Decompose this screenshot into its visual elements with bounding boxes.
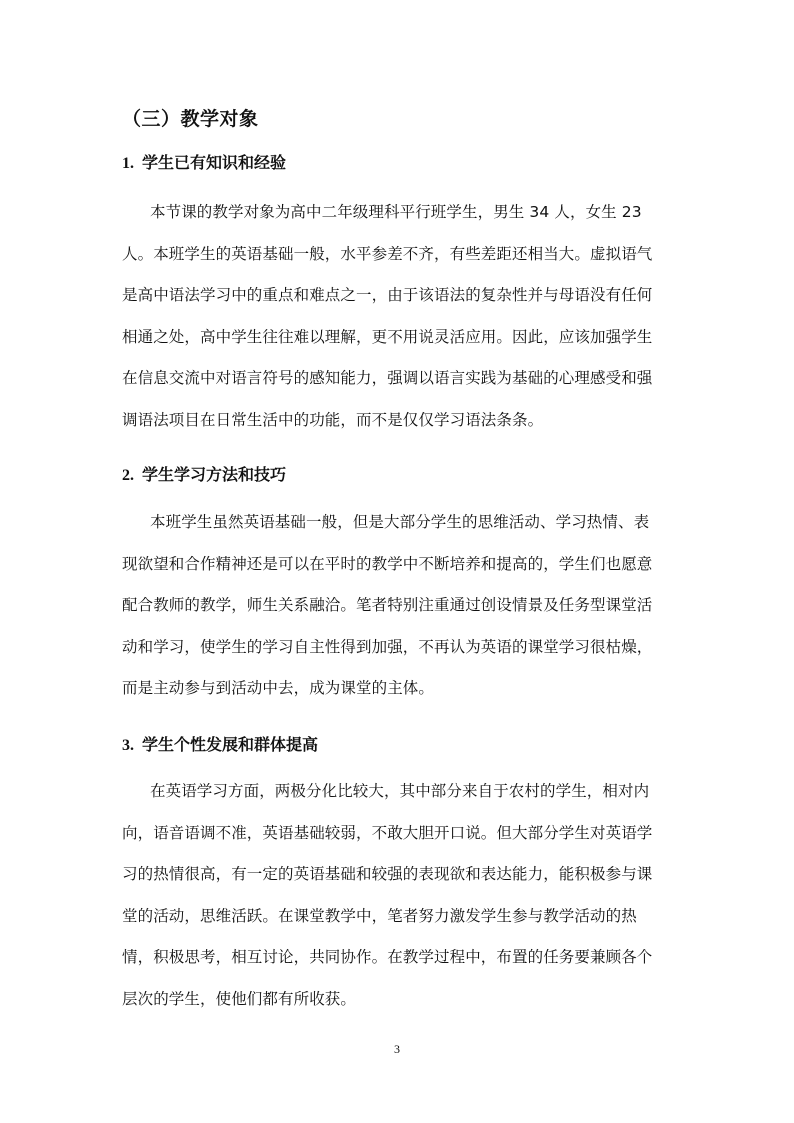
subsection-heading-3 [122, 732, 318, 755]
paragraph-line: 是高中语法学习中的重点和难点之一，由于该语法的复杂性并与母语没有任何 [122, 286, 653, 304]
paragraph-line: 堂的活动，思维活跃。在课堂教学中，笔者努力激发学生参与教学活动的热 [122, 906, 637, 925]
paragraph-2 [122, 502, 672, 710]
page-number: 3 [394, 1042, 400, 1056]
paragraph-line: 层次的学生，使他们都有所收获。 [122, 989, 357, 1008]
subsection-number: 1. [122, 155, 134, 172]
paragraph-line: 情，积极思考，相互讨论，共同协作。在教学过程中，布置的任务要兼顾各个 [122, 948, 653, 966]
paragraph-line: 而是主动参与到活动中去，成为课堂的主体。 [122, 679, 435, 697]
paragraph-line: 人。本班学生的英语基础一般，水平参差不齐，有些差距还相当大。虚拟语气 [122, 244, 653, 263]
subsection-heading-2 [122, 462, 286, 485]
paragraph-line: 本班学生虽然英语基础一般，但是大部分学生的思维活动、学习热情、表 [150, 513, 650, 531]
paragraph-line: 动和学习，使学生的学习自主性得到加强，不再认为英语的课堂学习很枯燥， [122, 637, 653, 656]
paragraph-line: 习的热情很高，有一定的英语基础和较强的表现欲和表达能力，能积极参与课 [122, 865, 653, 883]
subsection-title: 学生个性发展和群体提高 [142, 735, 319, 754]
paragraph-1 [122, 192, 672, 441]
section-title: （三）教学对象 [122, 108, 259, 130]
paragraph-line: 相通之处，高中学生往往难以理解，更不用说灵活应用。因此，应该加强学生 [122, 327, 653, 346]
paragraph-line: 调语法项目在日常生活中的功能，而不是仅仅学习语法条条。 [122, 410, 544, 429]
paragraph-3 [122, 771, 672, 1020]
subsection-number: 3. [122, 737, 134, 754]
paragraph-line: 向，语音语调不准，英语基础较弱，不敢大胆开口说。但大部分学生对英语学 [122, 823, 653, 842]
subsection-title: 学生已有知识和经验 [142, 153, 287, 172]
paragraph-line: 配合教师的教学，师生关系融洽。笔者特别注重通过创设情景及任务型课堂活 [122, 596, 653, 614]
subsection-number: 2. [122, 467, 134, 484]
subsection-title: 学生学习方法和技巧 [142, 465, 287, 484]
paragraph-line: 现欲望和合作精神还是可以在平时的教学中不断培养和提高的，学生们也愿意 [122, 554, 653, 573]
paragraph-line: 在英语学习方面，两极分化比较大，其中部分来自于农村的学生，相对内 [150, 782, 650, 800]
paragraph-line: 本节课的教学对象为高中二年级理科平行班学生，男生 34 人，女生 23 [150, 203, 642, 221]
paragraph-line: 在信息交流中对语言符号的感知能力，强调以语言实践为基础的心理感受和强 [122, 369, 653, 387]
subsection-heading-1 [122, 150, 286, 173]
